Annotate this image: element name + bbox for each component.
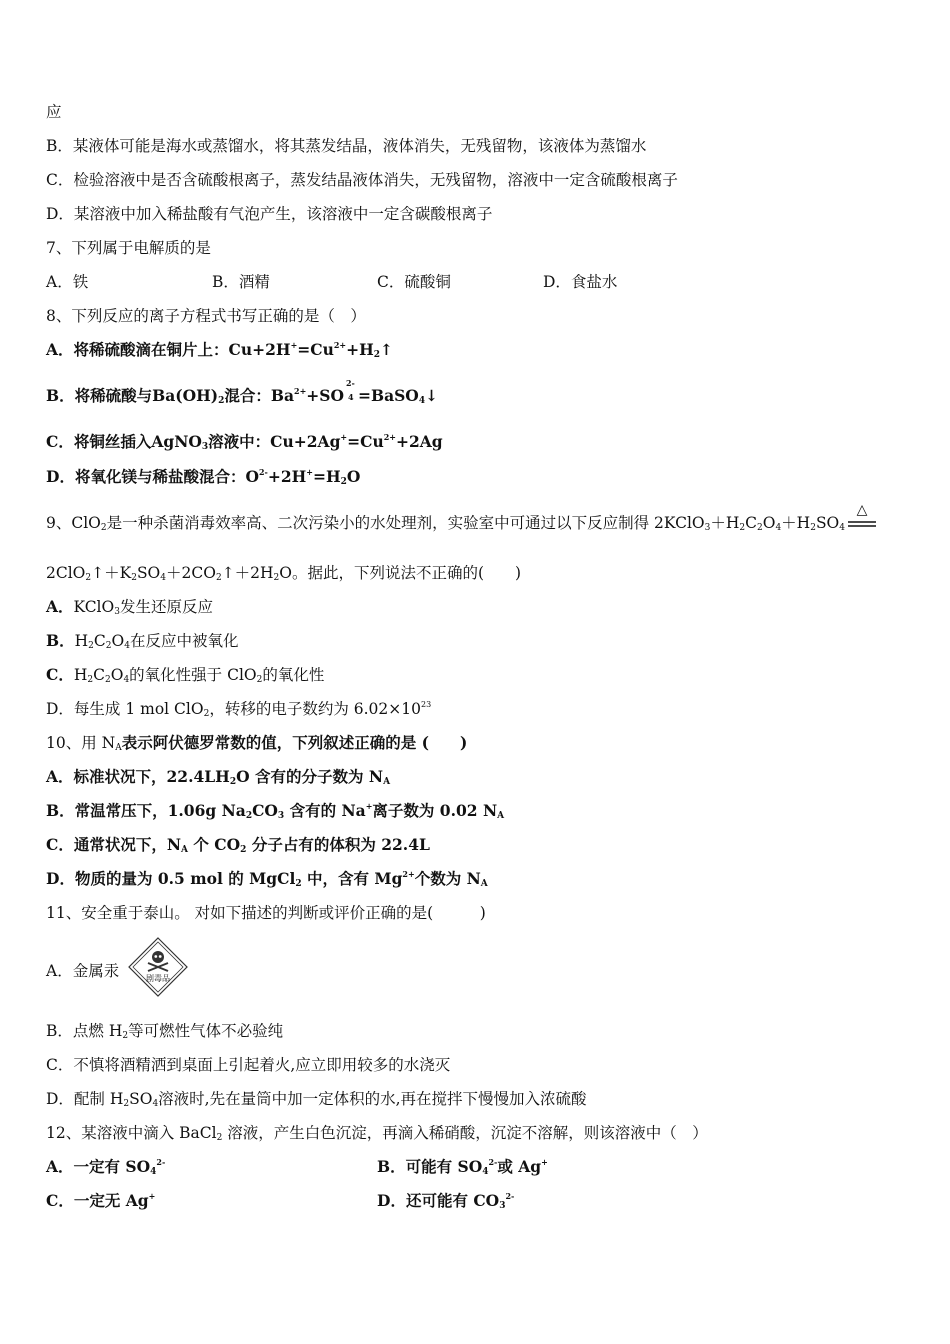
q11-b-text1: B．点燃 H	[46, 1022, 123, 1040]
q12-option-c: C．一定无 Ag+	[46, 1191, 156, 1210]
q11-stem: 11、安全重于泰山。 对如下描述的判断或评价正确的是( )	[46, 904, 486, 922]
q7-stem: 7、下列属于电解质的是	[46, 239, 211, 257]
q12-stem-part1: 12、某溶液中滴入 BaCl	[46, 1124, 217, 1142]
q9-option-d: D．每生成 1 mol ClO$_2$，转移的电子数约为 $6.02\times 10^{23}$	[46, 700, 432, 719]
q11-option-a: A．金属汞	[46, 962, 120, 980]
q9-stem: 9、ClO$_2$是一种杀菌消毒效率高、二次污染小的水处理剂，实验室中可通过以下反应制得 $2KClO_3+H_2C_2O_4+H_2SO_4$	[46, 514, 845, 533]
heating-condition-equals	[846, 500, 878, 536]
q9-d-text1: D．每生成 1 mol ClO	[46, 700, 204, 718]
toxic-label: 剧毒品	[146, 974, 170, 983]
q8-c-label: C．将铜丝插入	[46, 432, 152, 451]
q12-option-b: B．可能有 $SO_4^{2-}$或 Ag+	[377, 1157, 548, 1177]
q9-d-exponent: 23	[420, 700, 432, 709]
q8-b-label: B．将稀硫酸与	[46, 386, 153, 405]
heat-triangle-icon: △	[856, 502, 868, 518]
q6-option-c: C．检验溶液中是否含硫酸根离子，蒸发结晶液体消失，无残留物，溶液中一定含硫酸根离子	[46, 171, 678, 189]
q11-d-text1: D．配制 H	[46, 1090, 124, 1108]
q10-stem-part1: 10、用 N	[46, 734, 116, 752]
q10-stem: 10、用 $N_A$表示阿伏德罗常数的值，下列叙述正确的是 ( )	[46, 733, 468, 753]
q8-option-b: B．将稀硫酸与$Ba(OH)_2$混合：$Ba^{2+}+SO$ 2- 4 =BaSO$_4$↓	[46, 378, 439, 406]
q10-option-b: B．常温常压下，1.06g $Na_2CO_3$ 含有的 Na+离子数为 0.02 $N_A$	[46, 801, 505, 821]
q12-d-text: D．还可能有 CO	[377, 1191, 500, 1210]
q12-option-d: D．还可能有 $CO_3^{2-}$	[377, 1191, 515, 1211]
q12-stem: 12、某溶液中滴入 BaCl$_2$ 溶液，产生白色沉淀，再滴入稀硝酸，沉淀不溶解，则该溶液中（ ）	[46, 1124, 708, 1143]
q8-a-label: A．将稀硫酸滴在铜片上：	[46, 340, 229, 359]
q9-products: $2ClO_2↑+K_2SO_4+2CO_2↑+2H_2O$。据此，下列说法不正确的( )	[46, 564, 522, 583]
q6-option-d: D．某溶液中加入稀盐酸有气泡产生，该溶液中一定含碳酸根离子	[46, 205, 493, 223]
q12-b-text2: 或 Ag	[497, 1157, 542, 1176]
q8-d-label: D．将氧化镁与稀盐酸混合：	[46, 467, 246, 486]
q11-d-text3: 溶液时,先在量筒中加一定体积的水,再在搅拌下慢慢加入浓硫酸	[158, 1090, 587, 1108]
q8-option-a: A．将稀硫酸滴在铜片上：$Cu+2H^+=Cu^{2+}+H_2↑$	[46, 340, 394, 360]
q11-option-c: C．不慎将酒精洒到桌面上引起着火,应立即用较多的水浇灭	[46, 1056, 451, 1074]
q10-b-text2: CO	[252, 801, 278, 820]
q9-stem-part1: 9、ClO	[46, 514, 101, 532]
q9-products-tail: 。据此，下列说法不正确的( )	[292, 564, 522, 582]
q9-stem-part2: 是一种杀菌消毒效率高、二次污染小的水处理剂，实验室中可通过以下反应制得 2KClO	[106, 514, 705, 532]
q10-b-text4: 离子数为 0.02 N	[372, 801, 498, 820]
q12-option-a: A．一定有 $SO_4^{2-}$	[46, 1157, 166, 1177]
q10-d-text3: 个数为 N	[414, 869, 481, 888]
q10-option-d: D．物质的量为 0.5 mol 的 MgCl$_2$ 中，含有 $Mg^{2+}$个数为 $N_A$	[46, 869, 488, 889]
q9-c-text2: 的氧化性	[262, 666, 325, 684]
q11-option-b: B．点燃 $H_2$等可燃性气体不必验纯	[46, 1022, 284, 1041]
q10-c-text2: 个 CO	[193, 835, 241, 854]
q10-b-text3: 含有的 Na	[289, 801, 366, 820]
q10-option-a: A．标准状况下，$22.4LH_2O$ 含有的分子数为 $N_A$	[46, 767, 391, 787]
q10-d-text2: 中，含有 Mg	[307, 869, 403, 888]
q12-c-text: C．一定无 Ag	[46, 1191, 149, 1210]
q10-b-text1: B．常温常压下，1.06g Na	[46, 801, 246, 820]
q10-c-text3: 分子占有的体积为 22.4L	[251, 835, 430, 854]
q12-a-text: A．一定有 SO	[46, 1157, 151, 1176]
q12-b-text1: B．可能有 SO	[377, 1157, 483, 1176]
q11-d-text2: SO	[129, 1090, 153, 1108]
q9-a-text: 发生还原反应	[119, 598, 213, 616]
q8-c-mid: 溶液中：	[208, 432, 271, 451]
q9-option-b: B．$H_2C_2O_4$在反应中被氧化	[46, 631, 239, 651]
q11-b-text2: 等可燃性气体不必验纯	[128, 1022, 284, 1040]
toxic-hazard-icon	[128, 937, 188, 997]
q7-option-a: A．铁	[46, 273, 89, 291]
q9-option-c: C．$H_2C_2O_4$的氧化性强于 ClO$_2$的氧化性	[46, 665, 325, 685]
q10-a-text1: A．标准状况下，22.4LH	[46, 767, 230, 786]
q9-option-a: A．KClO$_3$发生还原反应	[46, 597, 213, 617]
q6-option-b: B．某液体可能是海水或蒸馏水，将其蒸发结晶，液体消失，无残留物，该液体为蒸馏水	[46, 137, 647, 155]
q8-b-mid: 混合：	[224, 386, 271, 405]
q10-c-text1: C．通常状况下，N	[46, 835, 182, 854]
q10-stem-part2: 表示阿伏德罗常数的值，下列叙述正确的是 ( )	[121, 733, 468, 752]
q10-a-text2: O 含有的分子数为 N	[236, 767, 384, 786]
q9-c-text1: 的氧化性强于 ClO	[129, 666, 257, 684]
q8-stem: 8、下列反应的离子方程式书写正确的是（ ）	[46, 307, 366, 325]
q11-option-d: D．配制 $H_2SO_4$溶液时,先在量筒中加一定体积的水,再在搅拌下慢慢加入浓硫酸	[46, 1090, 587, 1109]
q7-option-d: D．食盐水	[543, 273, 618, 291]
q7-option-c: C．硫酸铜	[377, 273, 451, 291]
q8-option-d: D．将氧化镁与稀盐酸混合：$O^{2-}+2H^+=H_2O$	[46, 467, 361, 487]
q9-b-text: 在反应中被氧化	[129, 632, 239, 650]
q6-continuation: 应	[46, 103, 62, 121]
q10-option-c: C．通常状况下，$N_A$ 个 $CO_2$ 分子占有的体积为 22.4L	[46, 835, 430, 855]
q7-option-b: B．酒精	[212, 273, 270, 291]
q12-stem-part2: 溶液，产生白色沉淀，再滴入稀硝酸，沉淀不溶解，则该溶液中（ ）	[227, 1124, 708, 1142]
q8-option-c: C．将铜丝插入AgNO$_3$溶液中：$Cu+2Ag^+=Cu^{2+}+2Ag$	[46, 432, 443, 452]
q10-d-text1: D．物质的量为 0.5 mol 的 MgCl	[46, 869, 296, 888]
q9-d-text2: ，转移的电子数约为 6.02×10	[209, 700, 421, 718]
